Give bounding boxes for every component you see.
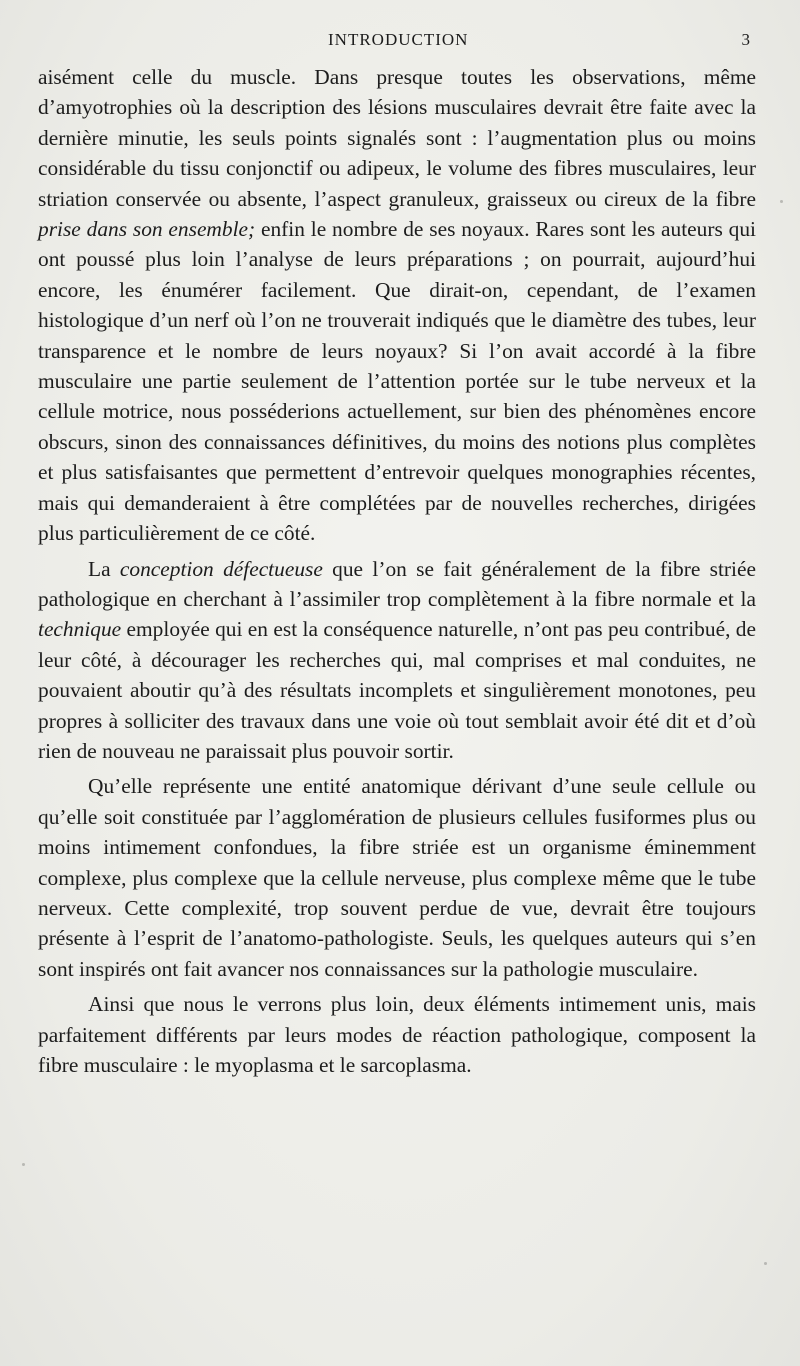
body-text (38, 62, 756, 1080)
text-run: employée qui en est la conséquence naturelle, n’ont pas peu contribué, de leur côté, à décourager les recherches qui, mal comprises et mal conduites, ne pouvaient aboutir qu’à des résultats incomplets et singulièrement monotones, peu propres à solliciter des travaux dans une voie où tout semblait avoir été dit et d’où rien de nouveau ne paraissait plus pouvoir sortir. (38, 617, 756, 763)
text-run: Qu’elle représente une entité anatomique dérivant d’une seule cellule ou qu’elle soit constituée par l’agglomération de plusieurs cellules fusiformes plus ou moins intimement confondues, la fibre striée est un organisme éminemment complexe, plus complexe que la cellule nerveuse, plus complexe même que le tube nerveux. Cette complexité, trop souvent perdue de vue, devrait être toujours présente à l’esprit de l’anatomo-pathologiste. Seuls, les quelques auteurs qui s’en sont inspirés ont fait avancer nos connaissances sur la pathologie musculaire. (38, 774, 756, 981)
paper-speck (780, 200, 783, 203)
paragraph (38, 771, 756, 984)
paper-speck (22, 1163, 25, 1166)
paragraph (38, 989, 756, 1080)
running-title: INTRODUCTION (328, 30, 469, 49)
text-run: aisément celle du muscle. Dans presque toutes les observations, même d’amyotrophies où la description des lésions musculaires devrait être faite avec la dernière minutie, les seuls points signalés sont : l’augmentation plus ou moins considérable du tissu conjonctif ou adipeux, le volume des fibres musculaires, leur striation conservée ou absente, l’aspect granuleux, graisseux ou cireux de la fibre (38, 65, 756, 211)
text-run: que l’on se fait généralement de la fibre striée pathologique en cherchant à l’assimiler trop complètement à la fibre normale et la (38, 556, 756, 611)
emphasis-text: prise dans son ensemble; (38, 217, 256, 242)
emphasis-text: technique (38, 617, 122, 642)
text-run: La (88, 556, 120, 581)
page-number: 3 (741, 30, 750, 49)
paragraph (38, 554, 756, 767)
text-run: Ainsi que nous le verrons plus loin, deux éléments intimement unis, mais parfaitement différents par leurs modes de réaction pathologique, composent la fibre musculaire : le myoplasma et le sarcoplasma. (38, 992, 756, 1077)
text-run: enfin le nombre de ses noyaux. Rares sont les auteurs qui ont poussé plus loin l’analyse de leurs préparations ; on pourrait, aujourd’hui encore, les énumérer facilement. Que dirait-on, cependant, de l’examen histologique d’un nerf où l’on ne trouverait indiqués que le diamètre des tubes, leur transparence et le nombre de leurs noyaux? Si l’on avait accordé à la fibre musculaire une partie seulement de l’attention portée sur le tube nerveux et la cellule motrice, nous posséderions actuellement, sur bien des phénomènes encore obscurs, sinon des connaissances définitives, du moins des notions plus complètes et plus satisfaisantes que permettent d’entrevoir quelques monographies récentes, mais qui demanderaient à être complétées par de nouvelles recherches, dirigées plus particulièrement de ce côté. (38, 217, 756, 546)
paragraph (38, 62, 756, 549)
emphasis-text: conception défectueuse (119, 556, 323, 581)
running-head (0, 30, 800, 54)
paper-speck (764, 1262, 767, 1265)
